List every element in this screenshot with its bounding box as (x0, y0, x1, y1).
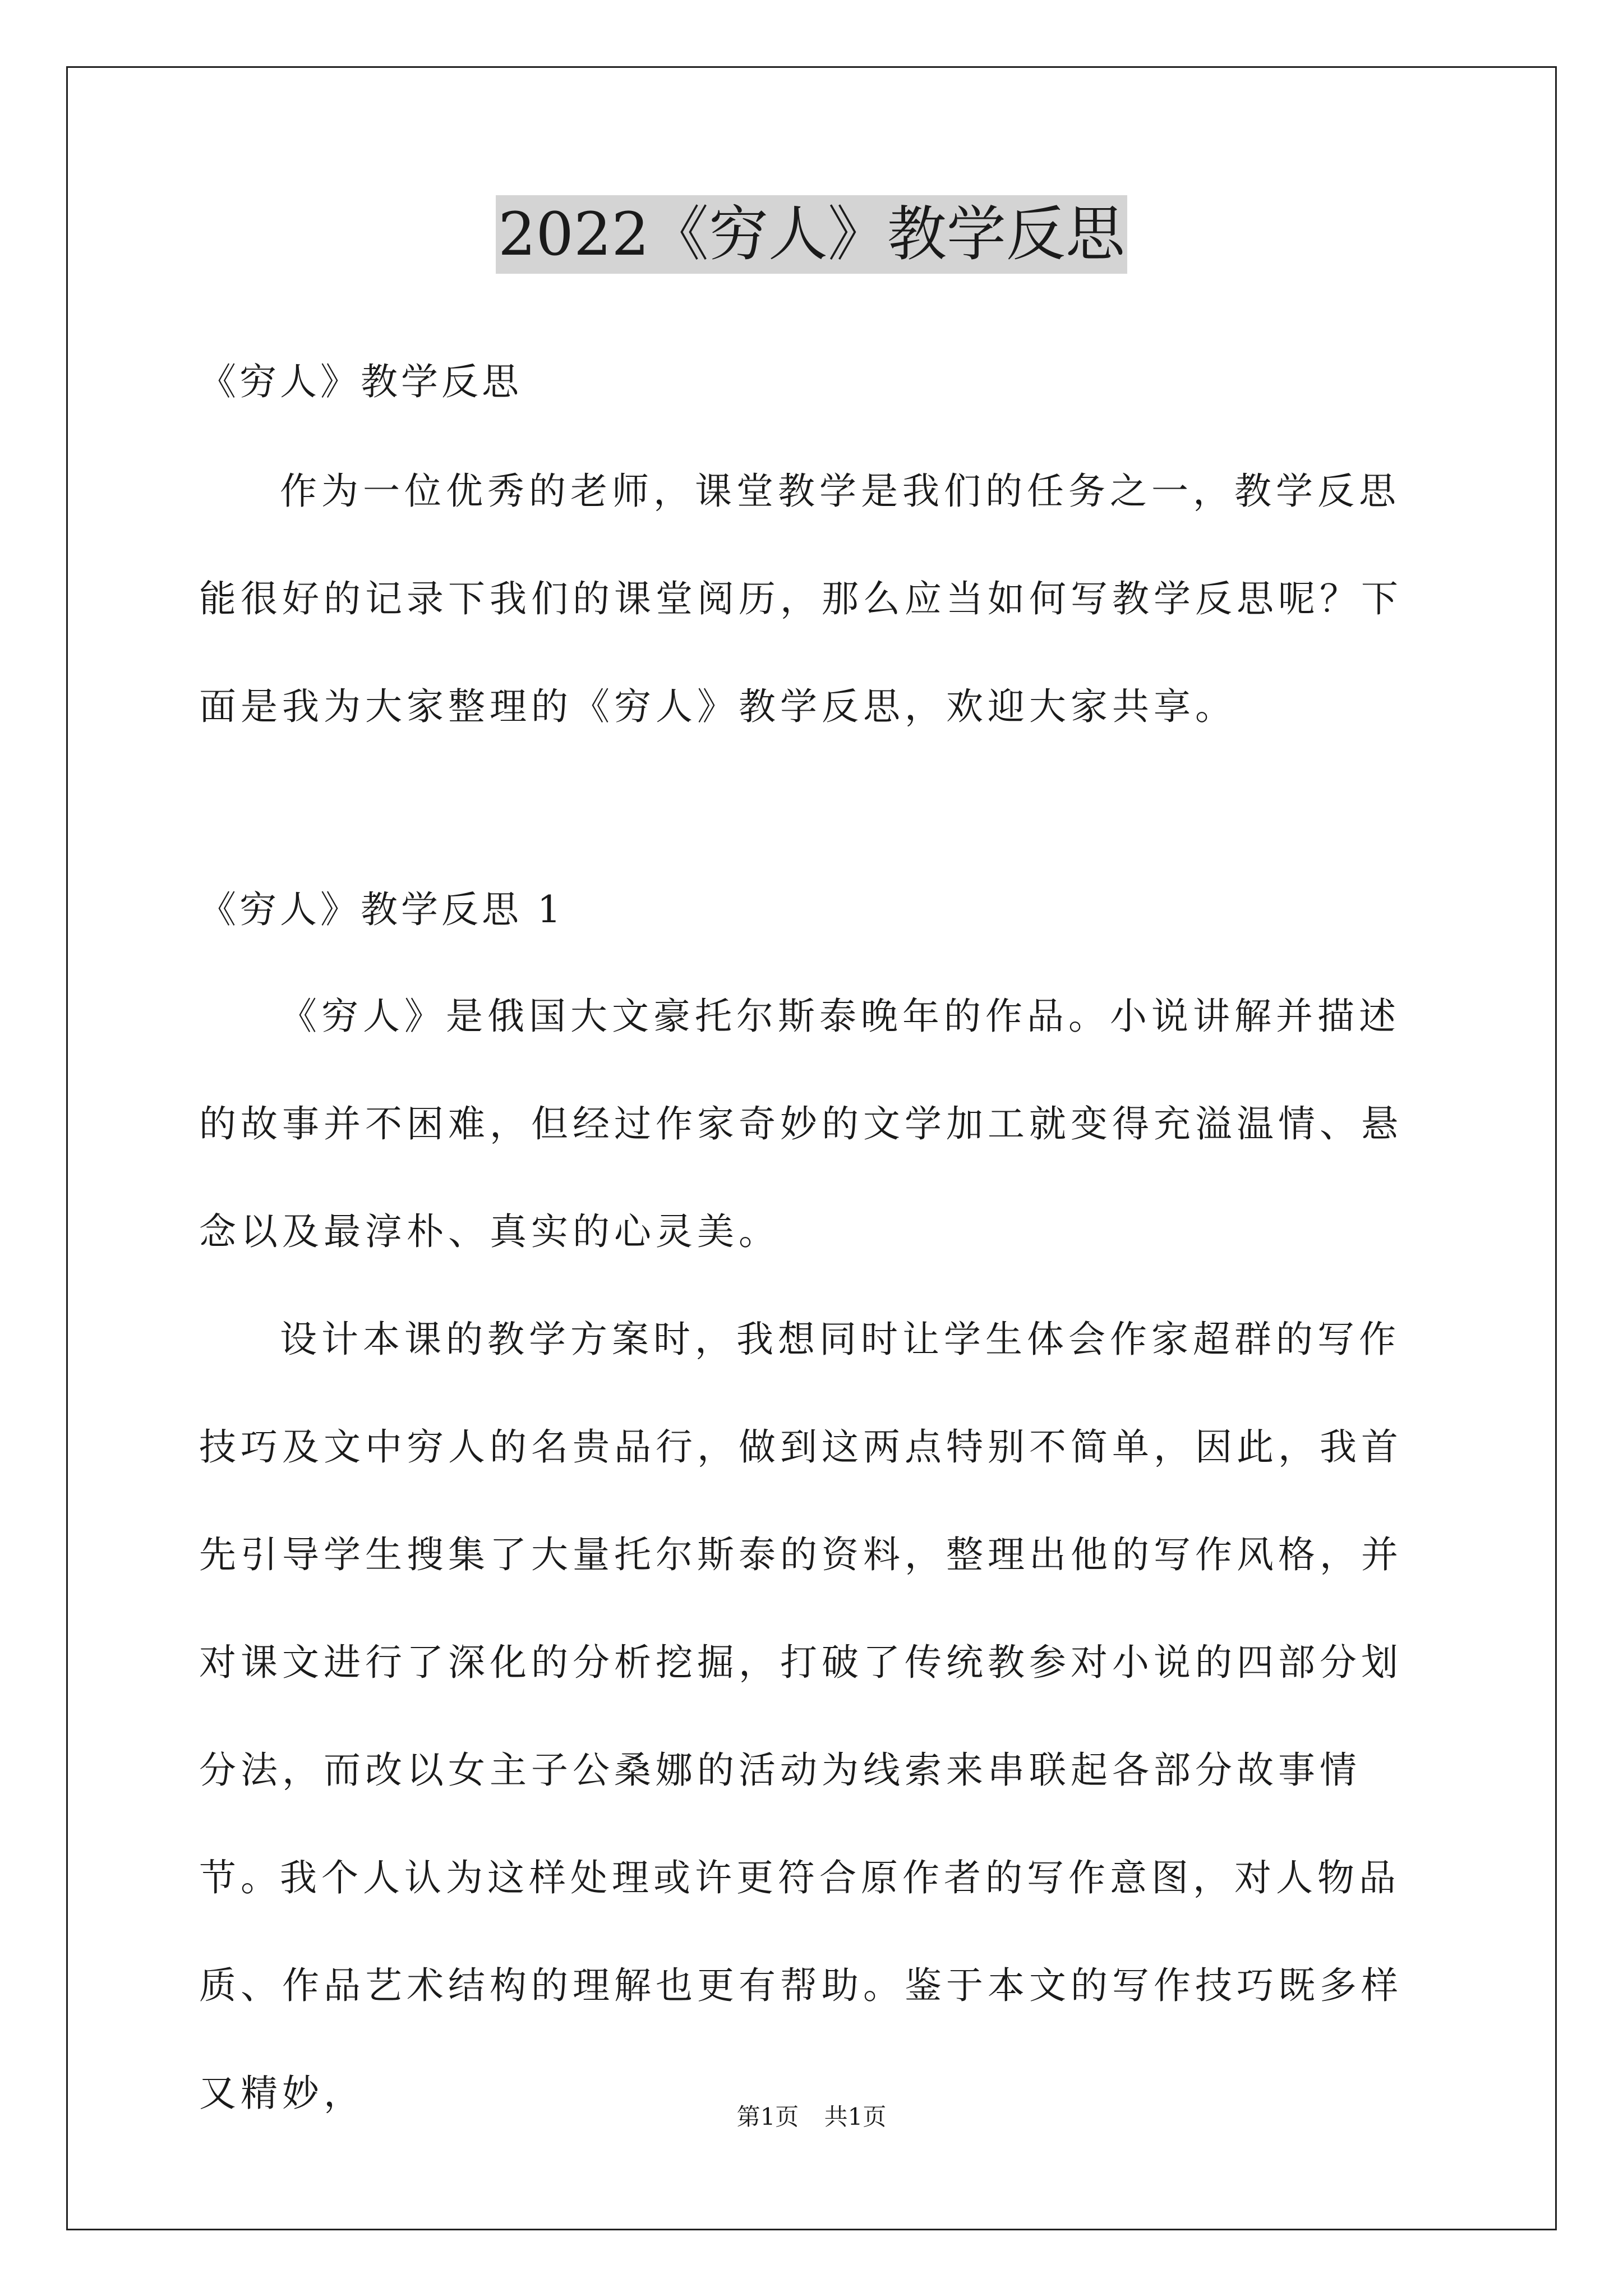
section-heading: 《穷人》教学反思 1 (199, 888, 564, 931)
intro-paragraph: 作为一位优秀的老师，课堂教学是我们的任务之一，教学反思能很好的记录下我们的课堂阅历，那么应当如何写教学反思呢？下面是我为大家整理的《穷人》教学反思，欢迎大家共享。 (199, 470, 1403, 728)
document-title: 2022《穷人》教学反思 (496, 195, 1127, 274)
page-footer (0, 2100, 1623, 2134)
title-container (0, 195, 1623, 274)
total-pages: 共1页 (824, 2103, 887, 2131)
body-paragraph-1: 《穷人》是俄国大文豪托尔斯泰晚年的作品。小说讲解并描述的故事并不困难，但经过作家奇妙的文学加工就变得充溢温情、悬念以及最淳朴、真实的心灵美。 (199, 995, 1403, 1253)
document-subtitle: 《穷人》教学反思 (199, 360, 522, 403)
body-paragraph-2: 设计本课的教学方案时，我想同时让学生体会作家超群的写作技巧及文中穷人的名贵品行，做到这两点特别不简单，因此，我首先引导学生搜集了大量托尔斯泰的资料，整理出他的写作风格，并对课文进行了深化的分析挖掘，打破了传统教参对小说的四部分划分法，而改以女主子公桑娜的活动为线索来串联起各部分故事情节。 (199, 1318, 1403, 1899)
body-paragraph-3: 我个人认为这样处理或许更符合原作者的写作意图，对人物品质、作品艺术结构的理解也更有帮助。鉴于本文的写作技巧既多样又精妙， (199, 1856, 1403, 2115)
page-number: 第1页 (736, 2103, 799, 2131)
